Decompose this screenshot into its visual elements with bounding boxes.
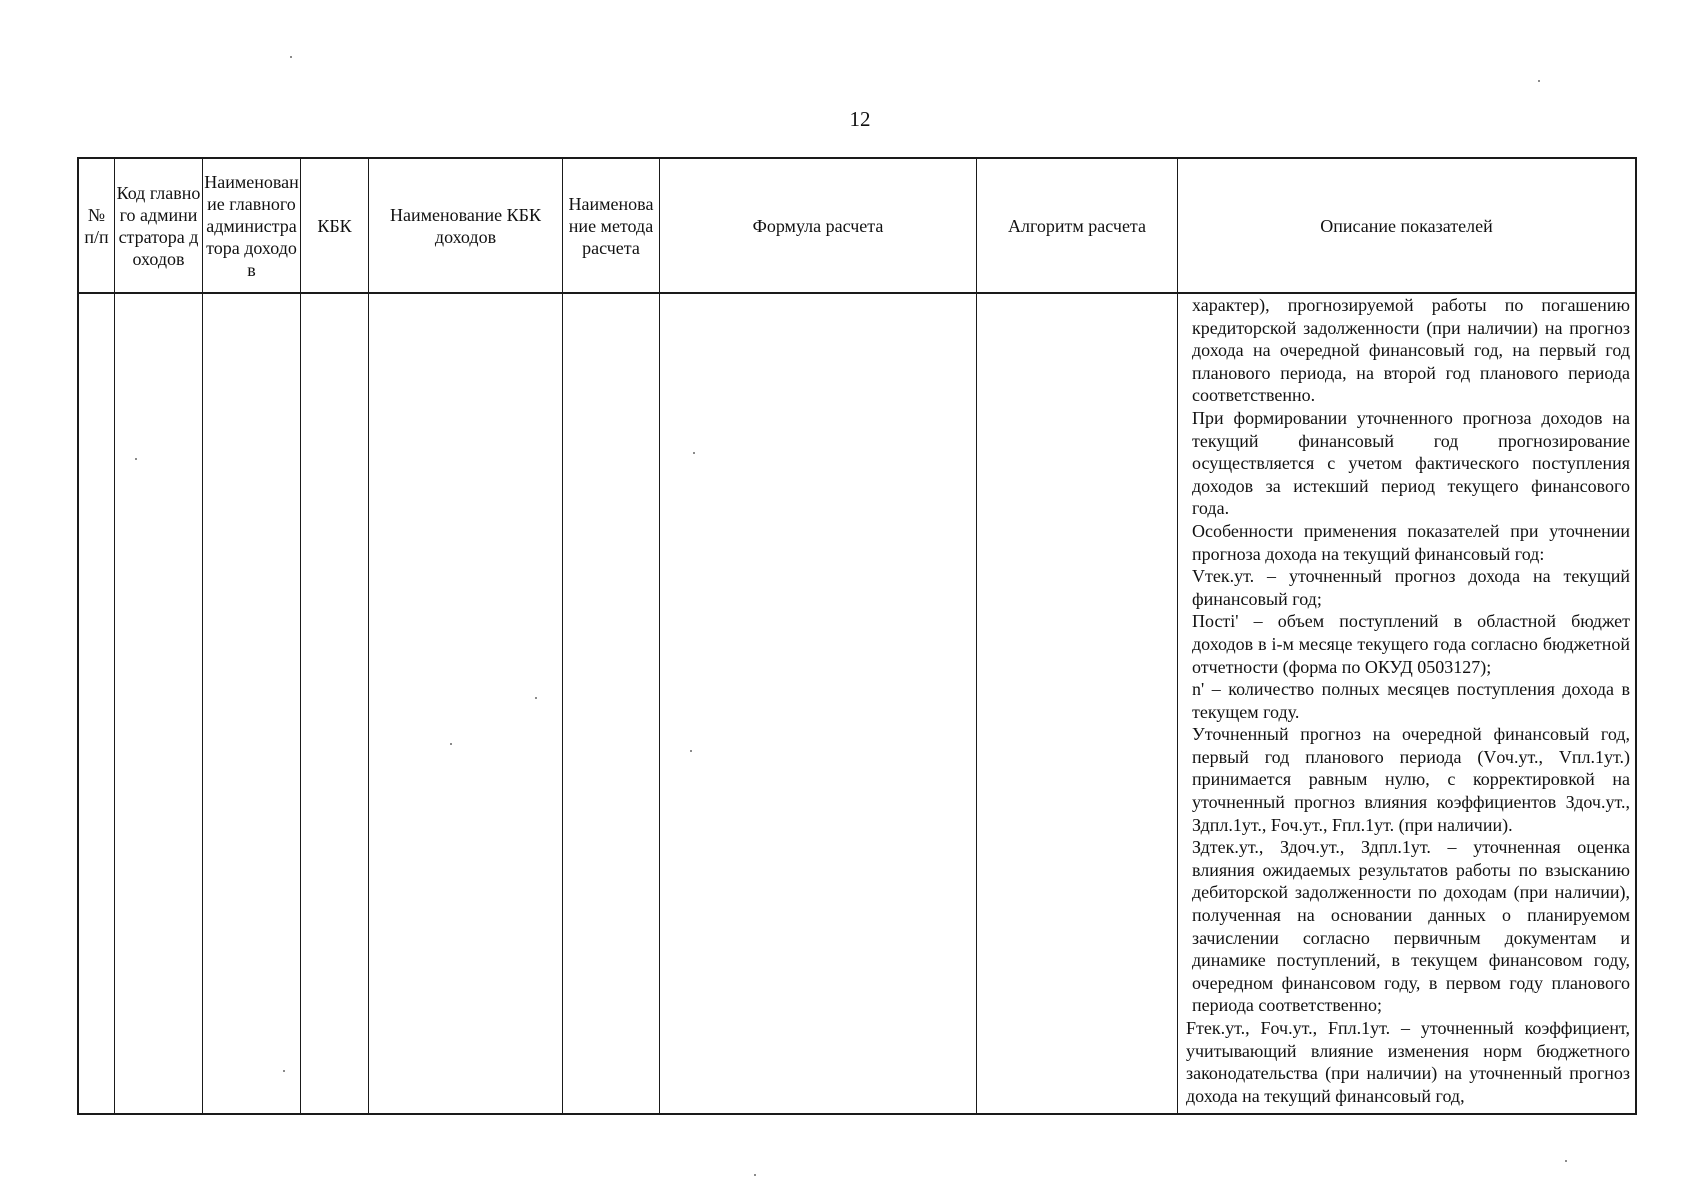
revenue-forecast-table: [77, 157, 1637, 1115]
header-algorithm: Алгоритм расчета: [1007, 215, 1147, 236]
description-paragraph: Особенности применения показателей при уточнении прогноза дохода на текущий финансовый год:: [1192, 520, 1630, 564]
scan-speck: [450, 743, 452, 745]
description-paragraph: При формировании уточненного прогноза доходов на текущий финансовый год прогнозирование осуществляется с учетом фактического поступления доходов за истекший период текущего финансового года.: [1192, 407, 1630, 519]
column-divider: [976, 159, 977, 1113]
description-cell: [1182, 294, 1630, 1114]
scan-speck: [1538, 80, 1540, 82]
column-divider: [659, 159, 660, 1113]
column-divider: [368, 159, 369, 1113]
scan-speck: [535, 697, 537, 699]
description-paragraph: Постi' – объем поступлений в областной бюджет доходов в i-м месяце текущего года согласно бюджетной отчетности (форма по ОКУД 0503127);: [1192, 611, 1630, 677]
header-description: Описание показателей: [1320, 215, 1493, 236]
scan-speck: [1565, 1160, 1567, 1162]
column-divider: [114, 159, 115, 1113]
column-divider: [562, 159, 563, 1113]
description-paragraph: Fтек.ут., Fоч.ут., Fпл.1ут. – уточненный коэффициент, учитывающий влияние изменения норм бюджетного законодательства (при наличии) на уточненный прогноз дохода на текущий финансовый год,: [1186, 1018, 1630, 1106]
header-kbk: КБК: [317, 215, 352, 236]
scan-speck: [283, 1070, 285, 1072]
header-admin-name: Наименование главного администратора доходов: [204, 171, 299, 280]
description-paragraph: Vтек.ут. – уточненный прогноз дохода на текущий финансовый год;: [1192, 566, 1630, 609]
column-divider: [1177, 159, 1178, 1113]
description-paragraph: n' – количество полных месяцев поступления дохода в текущем году.: [1192, 679, 1630, 722]
scan-speck: [135, 458, 137, 460]
scan-speck: [290, 56, 292, 58]
header-kbk-name: Наименование КБК доходов: [390, 204, 541, 247]
page-number: 12: [849, 107, 871, 131]
description-paragraph: Уточненный прогноз на очередной финансовый год, первый год планового периода (Vоч.ут., Vпл.1ут.) принимается равным нулю, с корректировкой на уточненный прогноз влияния коэффициентов Здоч.ут., Здпл.1ут., Fоч.ут., Fпл.1ут. (при наличии).: [1192, 724, 1630, 835]
column-divider: [300, 159, 301, 1113]
scan-speck: [754, 1174, 756, 1176]
description-paragraph: характер), прогнозируемой работы по погашению кредиторской задолженности (при наличии) на прогноз дохода на очередной финансовый год, на первый год планового периода, на второй год планового периода соответственно.: [1192, 295, 1630, 406]
header-method-name: Наименование метода расчета: [568, 193, 654, 258]
header-admin-code: Код главного администратора доходов: [116, 182, 201, 269]
header-formula: Формула расчета: [752, 215, 884, 236]
scan-speck: [693, 452, 695, 454]
description-paragraph: Здтек.ут., Здоч.ут., Здпл.1ут. – уточненная оценка влияния ожидаемых результатов работы по взысканию дебиторской задолженности по доходам (при наличии), полученная на основании данных о планируемом зачислении согласно первичным документам и динамике поступлений, в текущем финансовом году, очередном финансовом году, в первом году планового периода соответственно;: [1192, 837, 1630, 1016]
header-num: № п/п: [84, 204, 109, 247]
column-divider: [202, 159, 203, 1113]
scan-speck: [690, 750, 692, 752]
